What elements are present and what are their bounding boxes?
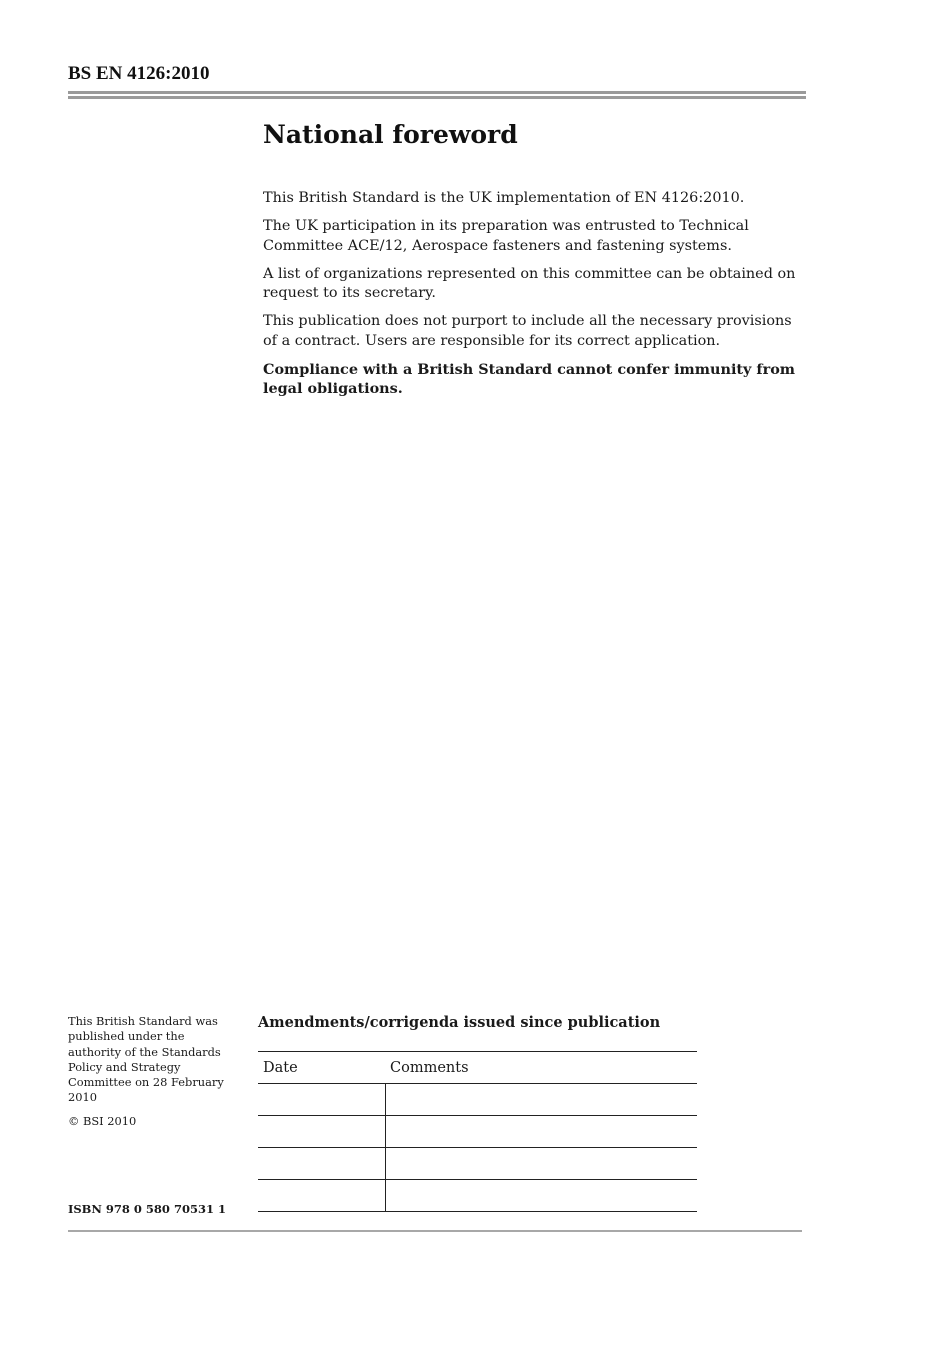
table-header-row (258, 1052, 697, 1084)
date-cell (258, 1084, 385, 1116)
imprint-block (68, 1014, 233, 1137)
compliance-note: Compliance with a British Standard cannot confer immunity from legal obligations. (263, 360, 796, 397)
header-rule-top (68, 91, 806, 94)
table-row (258, 1116, 697, 1148)
header-rule-bottom (68, 96, 806, 99)
column-header-date: Date (258, 1052, 385, 1084)
comments-cell (385, 1148, 697, 1180)
date-cell (258, 1180, 385, 1212)
footer-rule (68, 1230, 802, 1232)
table-row (258, 1180, 697, 1212)
foreword-paragraph: This British Standard is the UK implementation of EN 4126:2010. (263, 190, 745, 206)
column-header-comments: Comments (385, 1052, 697, 1084)
table-row (258, 1084, 697, 1116)
document-id: BS EN 4126:2010 (68, 63, 210, 84)
copyright-notice: © BSI 2010 (68, 1113, 137, 1128)
comments-cell (385, 1116, 697, 1148)
table-row (258, 1148, 697, 1180)
date-cell (258, 1148, 385, 1180)
foreword-paragraph: The UK participation in its preparation was entrusted to Technical Committee ACE/12, Aerospace fasteners and fastening systems. (263, 218, 749, 254)
comments-cell (385, 1180, 697, 1212)
isbn: ISBN 978 0 580 70531 1 (68, 1202, 226, 1216)
date-cell (258, 1116, 385, 1148)
publication-note: This British Standard was published under the authority of the Standards Policy and Strategy Committee on 28 February 2010 (68, 1014, 224, 1105)
amendments-title: Amendments/corrigenda issued since publication (258, 1014, 661, 1031)
foreword-paragraph: A list of organizations represented on this committee can be obtained on request to its secretary. (263, 265, 796, 301)
comments-cell (385, 1084, 697, 1116)
amendments-table (258, 1051, 697, 1212)
foreword-paragraph: This publication does not purport to include all the necessary provisions of a contract. Users are responsible for its correct application. (263, 313, 792, 349)
page-title: National foreword (263, 120, 518, 149)
foreword-body (263, 189, 808, 407)
